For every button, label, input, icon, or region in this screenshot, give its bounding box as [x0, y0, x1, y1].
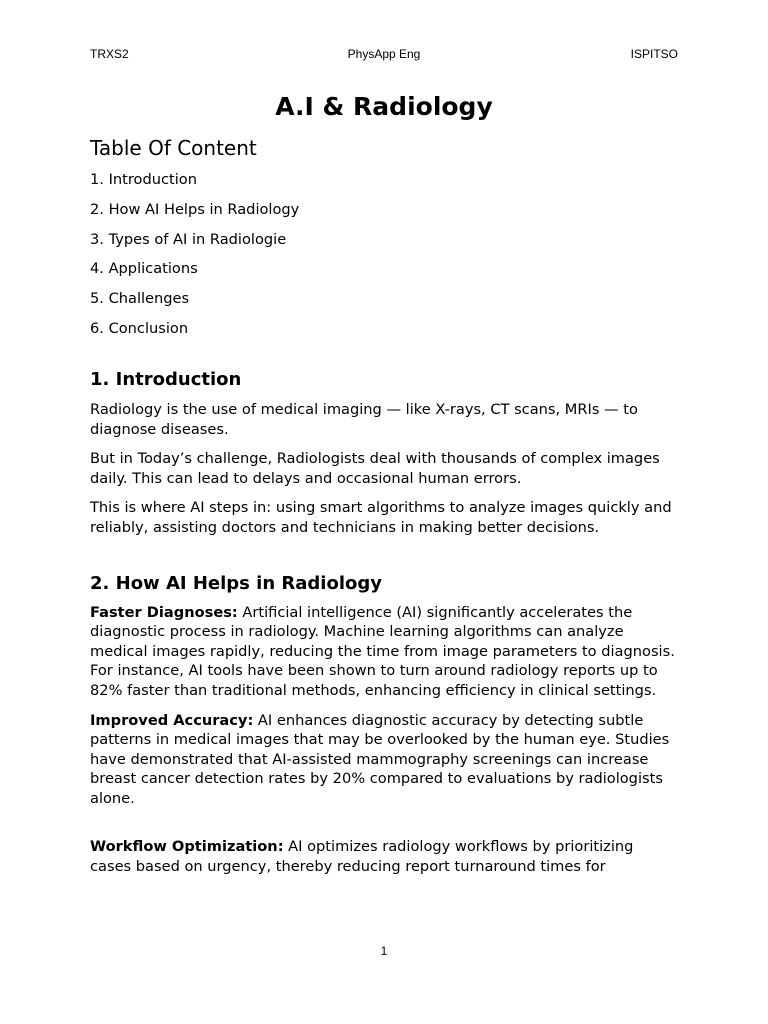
section-introduction — [90, 368, 678, 538]
paragraph-workflow-optimization — [90, 837, 678, 876]
paragraph-improved-accuracy — [90, 711, 678, 809]
header-center-text: PhysApp Eng — [347, 47, 421, 61]
section-how-ai-helps — [90, 572, 678, 877]
page-number: 1 — [380, 944, 388, 958]
document-title: A.I & Radiology — [275, 92, 493, 121]
term-text: AI enhances diagnostic accuracy by detecting subtle patterns in medical images that may be overlooked by the human eye. Studies have demonstrated that AI-assisted mammography screenings can increase breast cancer detection rates by 20% compared to evaluations by radiologists alone. — [90, 711, 670, 807]
term-label: Improved Accuracy: — [90, 711, 254, 729]
toc-heading: Table Of Content — [90, 136, 257, 160]
spacer — [90, 818, 678, 837]
term-label: Workflow Optimization: — [90, 838, 284, 856]
header-left-text: TRXS2 — [90, 47, 129, 61]
toc-item: 6. Conclusion — [90, 319, 189, 337]
paragraph-faster-diagnoses — [90, 603, 678, 701]
paragraph: Radiology is the use of medical imaging — like X-rays, CT scans, MRIs — to diagnose diseases. — [90, 400, 638, 438]
term-text: AI optimizes radiology workflows by prioritizing cases based on urgency, thereby reducing report turnaround times for — [90, 838, 634, 876]
toc-item: 1. Introduction — [90, 171, 197, 188]
document-body — [90, 134, 678, 887]
term-text: Artificial intelligence (AI) significantly accelerates the diagnostic process in radiology. Machine learning algorithms can analyze medical images rapidly, reducing the time from image parameters to diagnosis. For instance, AI tools have been shown to turn around radiology reports up to 82% faster than traditional methods, enhancing efficiency in clinical settings. — [90, 603, 675, 699]
toc-list — [90, 170, 678, 339]
header-right-text: ISPITSO — [630, 47, 678, 61]
paragraph: This is where AI steps in: using smart algorithms to analyze images quickly and reliably, assisting doctors and technicians in making better decisions. — [90, 499, 672, 536]
toc-item: 5. Challenges — [90, 290, 190, 308]
toc-item: 4. Applications — [90, 260, 198, 278]
paragraph: But in Today’s challenge, Radiologists deal with thousands of complex images daily. This can lead to delays and occasional human errors. — [90, 450, 660, 487]
section-heading: 2. How AI Helps in Radiology — [90, 572, 382, 594]
page-header — [90, 47, 678, 63]
term-label: Faster Diagnoses: — [90, 603, 238, 621]
toc-item: 3. Types of AI in Radiologie — [90, 230, 287, 248]
section-heading: 1. Introduction — [90, 368, 242, 390]
toc-item: 2. How AI Helps in Radiology — [90, 200, 300, 218]
